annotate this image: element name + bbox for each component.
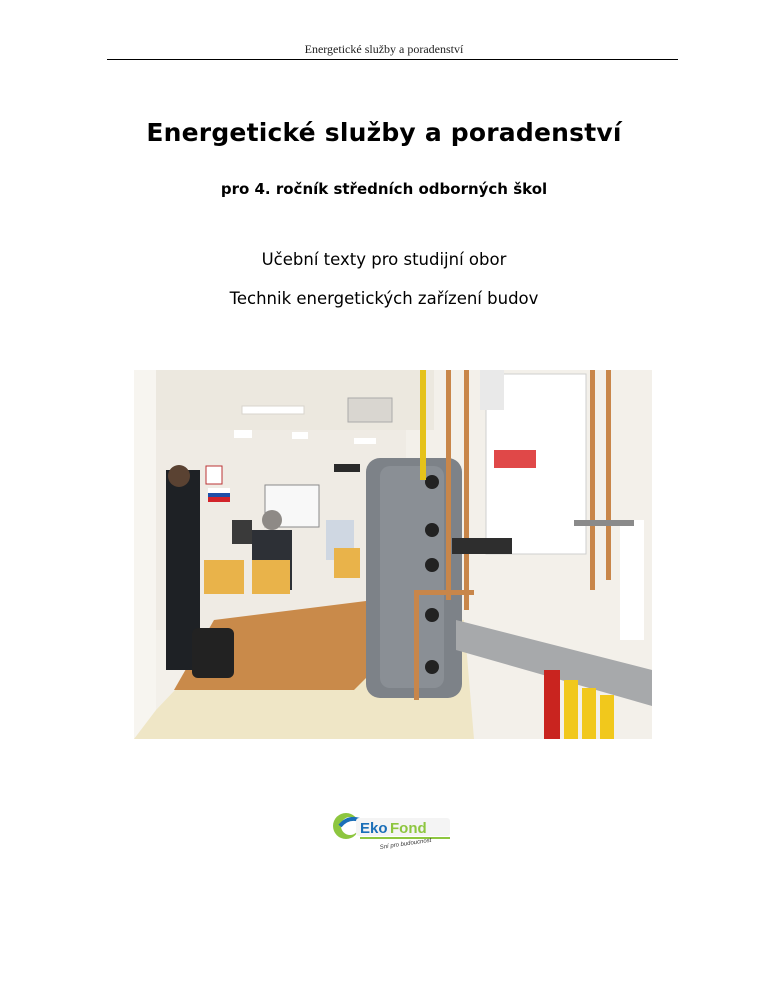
running-header: Energetické služby a poradenství (304, 42, 464, 56)
ekofond-logo (330, 806, 456, 856)
cover-photo (134, 370, 652, 739)
svg-text:Sní pro budoucnost: Sní pro budoucnost (379, 837, 432, 851)
svg-text:Fond: Fond (390, 820, 427, 837)
header-rule (107, 59, 678, 60)
study-text-line: Učební texty pro studijní obor (261, 250, 507, 269)
study-field-line: Technik energetických zařízení budov (229, 289, 539, 308)
svg-text:Eko: Eko (360, 820, 388, 837)
document-title: Energetické služby a poradenství (146, 118, 622, 147)
document-subtitle: pro 4. ročník středních odborných škol (220, 180, 548, 198)
